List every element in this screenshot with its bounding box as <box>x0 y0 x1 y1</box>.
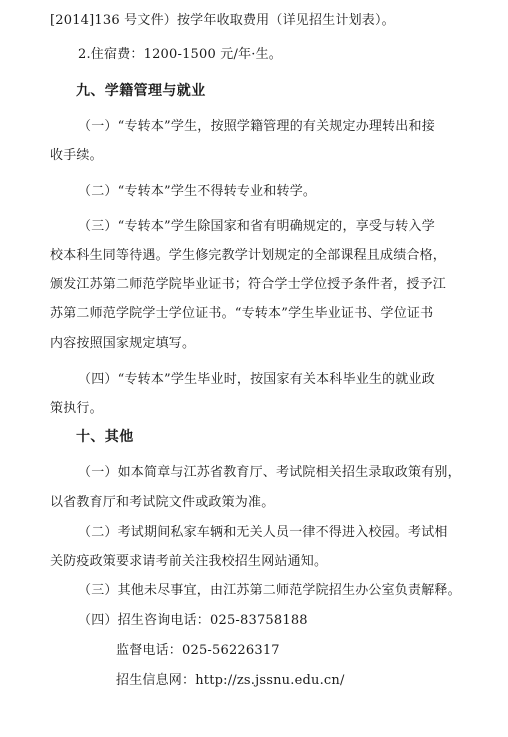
text-line-item3-e: 内容按照国家规定填写。 <box>50 336 196 351</box>
text-line-item3-c: 颁发江苏第二师范学院毕业证书；符合学士学位授予条件者，授予江 <box>50 277 447 292</box>
text-line-other1-a: （一）如本简章与江苏省教育厅、考试院相关招生录取政策有别， <box>78 465 461 480</box>
text-line-item2: （二）“专转本”学生不得转专业和转学。 <box>78 184 317 199</box>
text-line-item3-d: 苏第二师范学院学士学位证书。“专转本”学生毕业证书、学位证书 <box>50 306 434 321</box>
text-line-item4-a: （四）“专转本”学生毕业时，按国家有关本科毕业生的就业政 <box>78 372 435 387</box>
text-line-item4-b: 策执行。 <box>50 401 103 416</box>
section-heading-other: 十、其他 <box>76 429 134 445</box>
text-line-other2-b: 关防疫政策要求请考前关注我校招生网站通知。 <box>50 554 328 569</box>
text-line-item3-b: 校本科生同等待遇。学生修完教学计划规定的全部课程且成绩合格， <box>50 248 447 263</box>
text-line-item1-b: 收手续。 <box>50 148 103 163</box>
text-line-supervision-phone: 监督电话：025-56226317 <box>116 643 280 658</box>
section-heading-student-management: 九、学籍管理与就业 <box>76 83 206 99</box>
text-line-other1-b: 以省教育厅和考试院文件或政策为准。 <box>50 495 275 510</box>
text-line-accommodation-fee: 2.住宿费：1200-1500 元/年·生。 <box>78 47 283 62</box>
text-line-item1-a: （一）“专转本”学生，按照学籍管理的有关规定办理转出和接 <box>78 119 435 134</box>
text-line-fee-basis: [2014]136 号文件）按学年收取费用（详见招生计划表）。 <box>50 13 395 28</box>
text-line-item3-a: （三）“专转本”学生除国家和省有明确规定的，享受与转入学 <box>78 219 435 234</box>
text-line-other3: （三）其他未尽事宜，由江苏第二师范学院招生办公室负责解释。 <box>78 583 461 598</box>
text-line-other2-a: （二）考试期间私家车辆和无关人员一律不得进入校园。考试相 <box>78 525 448 540</box>
text-line-consult-phone: （四）招生咨询电话：025-83758188 <box>78 613 308 628</box>
text-line-admission-website: 招生信息网：http://zs.jssnu.edu.cn/ <box>116 673 345 688</box>
